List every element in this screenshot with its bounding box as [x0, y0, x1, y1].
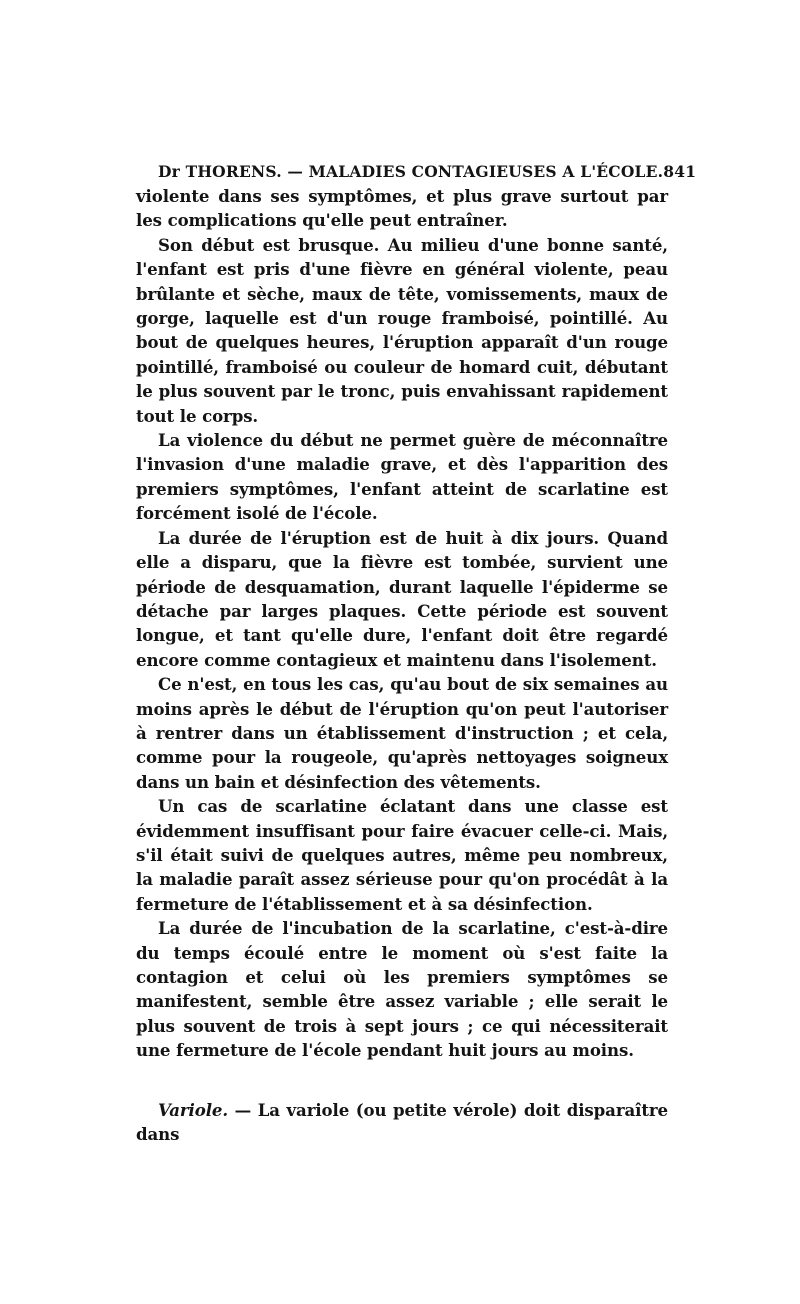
paragraph-readmission: Ce n'est, en tous les cas, qu'au bout de six semaines au moins après le début de l'éruption qu'on peut l'autoriser à rentrer dans un établissement d'instruction ; et cela, comme pour la rougeole, qu'après nettoyages soigneux dans un bain et désinfection des vêtements.	[136, 674, 668, 792]
paragraph-class-closure: Un cas de scarlatine éclatant dans une classe est évidemment insuffisant pour faire évacuer celle-ci. Mais, s'il était suivi de quelques autres, même peu nombreux, la maladie paraît assez sérieuse pour qu'on procédât à la fermeture de l'établissement et à sa désinfection.	[136, 796, 668, 914]
running-head	[158, 160, 697, 184]
paragraph-continuation: violente dans ses symptômes, et plus grave surtout par les complications qu'elle peut entraîner.	[136, 186, 668, 231]
running-head-title: Dr THORENS. — MALADIES CONTAGIEUSES A L'ÉCOLE.	[158, 162, 664, 181]
section-dash: —	[228, 1099, 258, 1120]
page-number: 841	[663, 162, 697, 181]
section-name: Variole.	[158, 1099, 229, 1120]
paragraph-violence: La violence du début ne permet guère de méconnaître l'invasion d'une maladie grave, et dès l'apparition des premiers symptômes, l'enfant atteint de scarlatine est forcément isolé de l'école.	[136, 430, 668, 524]
section-variole	[136, 1098, 668, 1147]
paragraph-eruption-duration: La durée de l'éruption est de huit à dix jours. Quand elle a disparu, que la fièvre est tombée, survient une période de desquamation, durant laquelle l'épiderme se détache par larges plaques. Cette période est souvent longue, et tant qu'elle dure, l'enfant doit être regardé encore comme contagieux et maintenu dans l'isolement.	[136, 527, 668, 670]
page-text-block	[136, 160, 697, 1146]
paragraph-onset: Son début est brusque. Au milieu d'une bonne santé, l'enfant est pris d'une fièvre en général violente, peau brûlante et sèche, maux de tête, vomissements, maux de gorge, laquelle est d'un rouge framboisé, pointillé. Au bout de quelques heures, l'éruption apparaît d'un rouge pointillé, framboisé ou couleur de homard cuit, débutant le plus souvent par le tronc, puis envahissant rapidement tout le corps.	[136, 234, 668, 426]
paragraph-incubation: La durée de l'incubation de la scarlatine, c'est-à-dire du temps écoulé entre le moment où s'est faite la contagion et celui où les premiers symptômes se manifestent, semble être assez variable ; elle serait le plus souvent de trois à sept jours ; ce qui nécessiterait une fermeture de l'école pendant huit jours au moins.	[136, 918, 668, 1061]
section-text: La variole (ou petite vérole) doit disparaître dans	[136, 1099, 668, 1145]
